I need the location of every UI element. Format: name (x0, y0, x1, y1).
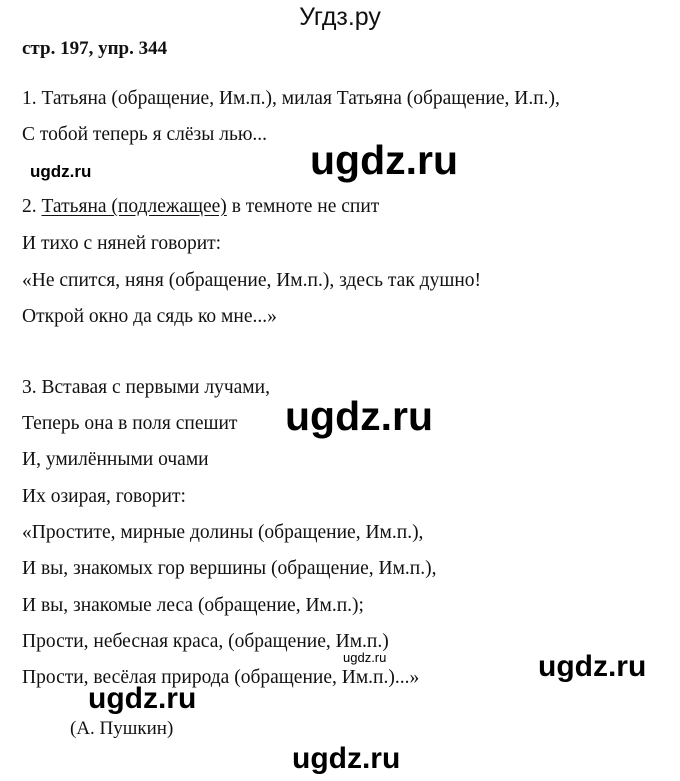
stanza2-line2: И тихо с няней говорит: (22, 233, 222, 254)
stanza3-line2: Теперь она в поля спешит (22, 413, 238, 434)
watermark-tiny: ugdz.ru (343, 650, 387, 665)
stanza3-line5: «Простите, мирные долины (обращение, Им.п.), (22, 522, 424, 543)
poem-author: (А. Пушкин) (70, 718, 174, 739)
watermark-large-top: ugdz.ru (310, 137, 459, 183)
stanza2-line1 (22, 194, 379, 220)
stanza2-subject-underlined: Татьяна (подлежащее) (41, 196, 227, 217)
stanza3-line3: И, умилёнными очами (22, 449, 209, 470)
stanza2-line3: «Не спится, няня (обращение, Им.п.), здесь так душно! (22, 270, 482, 291)
watermark-bottom-center: ugdz.ru (292, 742, 401, 775)
stanza3-line7: И вы, знакомые леса (обращение, Им.п.); (22, 595, 364, 616)
stanza3-line4: Их озирая, говорит: (22, 486, 186, 507)
watermark-bottom-left: ugdz.ru (88, 682, 197, 715)
page-reference: стр. 197, упр. 344 (22, 38, 168, 59)
watermark-small-left: ugdz.ru (30, 162, 92, 181)
stanza1-line2: С тобой теперь я слёзы лью... (22, 124, 268, 145)
stanza2-line1-prefix: 2. (22, 196, 42, 217)
stanza2-line1-suffix: в темноте не спит (226, 196, 380, 217)
site-header-title: Угдз.ру (299, 3, 381, 31)
stanza3-line1: 3. Вставая с первыми лучами, (22, 377, 270, 398)
watermark-right: ugdz.ru (538, 650, 647, 683)
stanza2-line4: Открой окно да сядь ко мне...» (22, 306, 277, 327)
stanza1-line1: 1. Татьяна (обращение, Им.п.), милая Татьяна (обращение, И.п.), (22, 88, 560, 109)
stanza3-line9: Прости, весёлая природа (обращение, Им.п.)...» (22, 667, 420, 688)
stanza3-line8: Прости, небесная краса, (обращение, Им.п.) (22, 631, 389, 652)
stanza3-line6: И вы, знакомых гор вершины (обращение, Им.п.), (22, 558, 437, 579)
watermark-large-middle: ugdz.ru (285, 393, 434, 439)
